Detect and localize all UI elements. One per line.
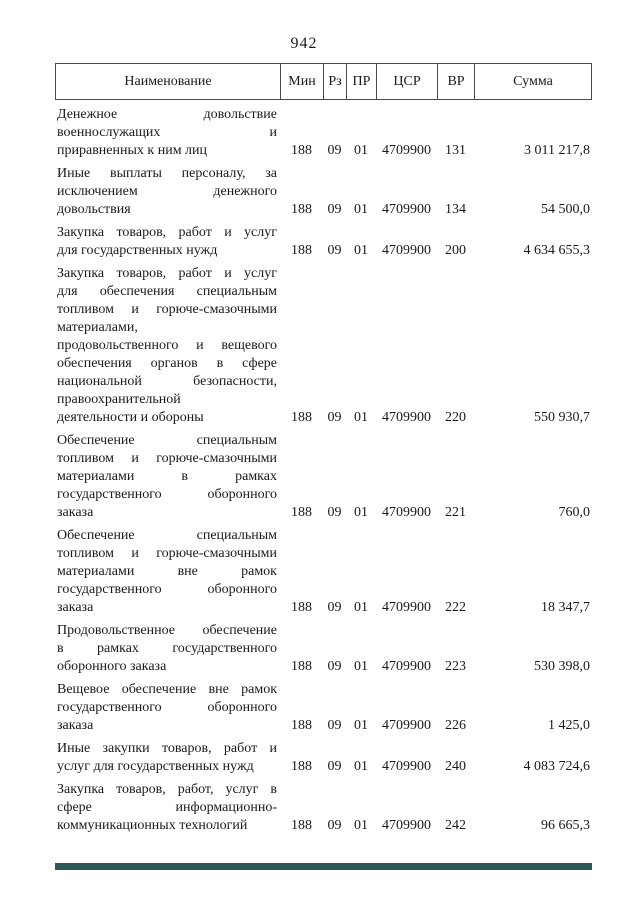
cell-rz: 09 bbox=[327, 410, 342, 425]
cell-csr: 4709900 bbox=[382, 718, 431, 733]
row-values bbox=[280, 504, 592, 522]
row-name-line: продовольственного и вещевого bbox=[57, 338, 277, 353]
cell-pr: 01 bbox=[354, 410, 368, 425]
cell-vr: 134 bbox=[445, 202, 466, 217]
column-header-rz: Рз bbox=[324, 64, 347, 99]
row-name-line: приравненных к ним лиц bbox=[57, 143, 208, 158]
row-values bbox=[280, 409, 592, 427]
column-header-vr: ВР bbox=[438, 64, 475, 99]
cell-rz: 09 bbox=[327, 143, 342, 158]
row-values bbox=[280, 758, 592, 776]
cell-summa: 18 347,7 bbox=[541, 600, 590, 615]
row-name-line: деятельности и обороны bbox=[57, 410, 204, 425]
row-name bbox=[55, 224, 277, 260]
table-row bbox=[55, 432, 592, 522]
cell-min: 188 bbox=[291, 410, 312, 425]
cell-summa: 54 500,0 bbox=[541, 202, 590, 217]
column-header-name: Наименование bbox=[56, 64, 281, 99]
row-name-line: в рамках государственного bbox=[57, 641, 277, 656]
cell-pr: 01 bbox=[354, 718, 368, 733]
table-body bbox=[55, 106, 592, 840]
row-name-line: Обеспечение специальным bbox=[57, 433, 277, 448]
cell-min: 188 bbox=[291, 202, 312, 217]
row-values bbox=[280, 201, 592, 219]
cell-vr: 222 bbox=[445, 600, 466, 615]
row-name-line: заказа bbox=[57, 505, 94, 520]
row-values bbox=[280, 817, 592, 835]
column-header-csr: ЦСР bbox=[377, 64, 438, 99]
cell-vr: 226 bbox=[445, 718, 466, 733]
cell-pr: 01 bbox=[354, 818, 368, 833]
column-header-pr: ПР bbox=[347, 64, 377, 99]
table-row bbox=[55, 740, 592, 776]
row-name-line: Вещевое обеспечение вне рамок bbox=[57, 682, 277, 697]
row-name-line: материалами, bbox=[57, 320, 138, 335]
table-header-row bbox=[55, 63, 592, 100]
row-name-line: сфере информационно- bbox=[57, 800, 277, 815]
cell-summa: 4 083 724,6 bbox=[523, 759, 590, 774]
table-row bbox=[55, 622, 592, 676]
cell-csr: 4709900 bbox=[382, 759, 431, 774]
table-row bbox=[55, 681, 592, 735]
row-name bbox=[55, 527, 277, 617]
row-name-line: военнослужащих и bbox=[57, 125, 277, 140]
row-name bbox=[55, 740, 277, 776]
row-name-line: топливом и горюче-смазочными bbox=[57, 546, 277, 561]
row-name-line: услуг для государственных нужд bbox=[57, 759, 254, 774]
row-name-line: топливом и горюче-смазочными bbox=[57, 451, 277, 466]
cell-csr: 4709900 bbox=[382, 410, 431, 425]
cell-rz: 09 bbox=[327, 600, 342, 615]
row-name-line: исключением денежного bbox=[57, 184, 277, 199]
cell-csr: 4709900 bbox=[382, 818, 431, 833]
row-name bbox=[55, 432, 277, 522]
cell-vr: 242 bbox=[445, 818, 466, 833]
row-values bbox=[280, 142, 592, 160]
row-name-line: Иные выплаты персоналу, за bbox=[57, 166, 277, 181]
cell-min: 188 bbox=[291, 759, 312, 774]
row-name-line: оборонного заказа bbox=[57, 659, 167, 674]
row-name-line: обеспечения органов в сфере bbox=[57, 356, 277, 371]
cell-csr: 4709900 bbox=[382, 659, 431, 674]
row-name bbox=[55, 622, 277, 676]
cell-rz: 09 bbox=[327, 659, 342, 674]
row-values bbox=[280, 717, 592, 735]
table-row bbox=[55, 224, 592, 260]
next-page-table-edge bbox=[55, 863, 592, 870]
cell-min: 188 bbox=[291, 505, 312, 520]
table-row bbox=[55, 265, 592, 427]
cell-min: 188 bbox=[291, 659, 312, 674]
cell-pr: 01 bbox=[354, 659, 368, 674]
row-values bbox=[280, 242, 592, 260]
cell-vr: 221 bbox=[445, 505, 466, 520]
cell-pr: 01 bbox=[354, 600, 368, 615]
page-number: 942 bbox=[290, 35, 318, 52]
cell-summa: 4 634 655,3 bbox=[523, 243, 590, 258]
cell-summa: 96 665,3 bbox=[541, 818, 590, 833]
table-row bbox=[55, 781, 592, 835]
row-name-line: Иные закупки товаров, работ и bbox=[57, 741, 277, 756]
row-name-line: Продовольственное обеспечение bbox=[57, 623, 277, 638]
cell-rz: 09 bbox=[327, 818, 342, 833]
row-name bbox=[55, 681, 277, 735]
row-name-line: заказа bbox=[57, 600, 94, 615]
cell-summa: 1 425,0 bbox=[548, 718, 590, 733]
row-name-line: Денежное довольствие bbox=[57, 107, 277, 122]
row-name-line: топливом и горюче-смазочными bbox=[57, 302, 277, 317]
cell-min: 188 bbox=[291, 718, 312, 733]
row-name bbox=[55, 165, 277, 219]
cell-vr: 240 bbox=[445, 759, 466, 774]
row-name-line: коммуникационных технологий bbox=[57, 818, 248, 833]
cell-rz: 09 bbox=[327, 243, 342, 258]
row-name-line: Закупка товаров, работ и услуг bbox=[57, 266, 277, 281]
cell-rz: 09 bbox=[327, 505, 342, 520]
row-name-line: для обеспечения специальным bbox=[57, 284, 277, 299]
row-name bbox=[55, 106, 277, 160]
row-name-line: материалами в рамках bbox=[57, 469, 277, 484]
row-name-line: правоохранительной bbox=[57, 392, 181, 407]
cell-vr: 223 bbox=[445, 659, 466, 674]
row-values bbox=[280, 599, 592, 617]
cell-vr: 220 bbox=[445, 410, 466, 425]
cell-pr: 01 bbox=[354, 759, 368, 774]
cell-csr: 4709900 bbox=[382, 505, 431, 520]
cell-vr: 131 bbox=[445, 143, 466, 158]
cell-pr: 01 bbox=[354, 143, 368, 158]
row-name-line: Обеспечение специальным bbox=[57, 528, 277, 543]
cell-min: 188 bbox=[291, 600, 312, 615]
table-row bbox=[55, 527, 592, 617]
cell-summa: 550 930,7 bbox=[534, 410, 590, 425]
cell-summa: 760,0 bbox=[558, 505, 590, 520]
row-name-line: материалами вне рамок bbox=[57, 564, 277, 579]
cell-min: 188 bbox=[291, 243, 312, 258]
table-row bbox=[55, 106, 592, 160]
row-name-line: Закупка товаров, работ и услуг bbox=[57, 225, 277, 240]
cell-min: 188 bbox=[291, 818, 312, 833]
column-header-summa: Сумма bbox=[513, 73, 553, 89]
cell-csr: 4709900 bbox=[382, 143, 431, 158]
row-name-line: национальной безопасности, bbox=[57, 374, 277, 389]
cell-min: 188 bbox=[291, 143, 312, 158]
cell-pr: 01 bbox=[354, 202, 368, 217]
cell-csr: 4709900 bbox=[382, 243, 431, 258]
cell-summa: 530 398,0 bbox=[534, 659, 590, 674]
row-name-line: довольствия bbox=[57, 202, 131, 217]
row-name bbox=[55, 265, 277, 427]
cell-rz: 09 bbox=[327, 718, 342, 733]
row-values bbox=[280, 658, 592, 676]
cell-rz: 09 bbox=[327, 759, 342, 774]
cell-csr: 4709900 bbox=[382, 202, 431, 217]
row-name-line: заказа bbox=[57, 718, 94, 733]
row-name-line: для государственных нужд bbox=[57, 243, 218, 258]
cell-pr: 01 bbox=[354, 505, 368, 520]
column-header-min: Мин bbox=[281, 64, 324, 99]
row-name-line: государственного оборонного bbox=[57, 487, 277, 502]
cell-rz: 09 bbox=[327, 202, 342, 217]
cell-summa: 3 011 217,8 bbox=[524, 143, 590, 158]
cell-vr: 200 bbox=[445, 243, 466, 258]
table-row bbox=[55, 165, 592, 219]
cell-csr: 4709900 bbox=[382, 600, 431, 615]
row-name-line: государственного оборонного bbox=[57, 582, 277, 597]
row-name-line: Закупка товаров, работ, услуг в bbox=[57, 782, 277, 797]
cell-pr: 01 bbox=[354, 243, 368, 258]
row-name-line: государственного оборонного bbox=[57, 700, 277, 715]
row-name bbox=[55, 781, 277, 835]
